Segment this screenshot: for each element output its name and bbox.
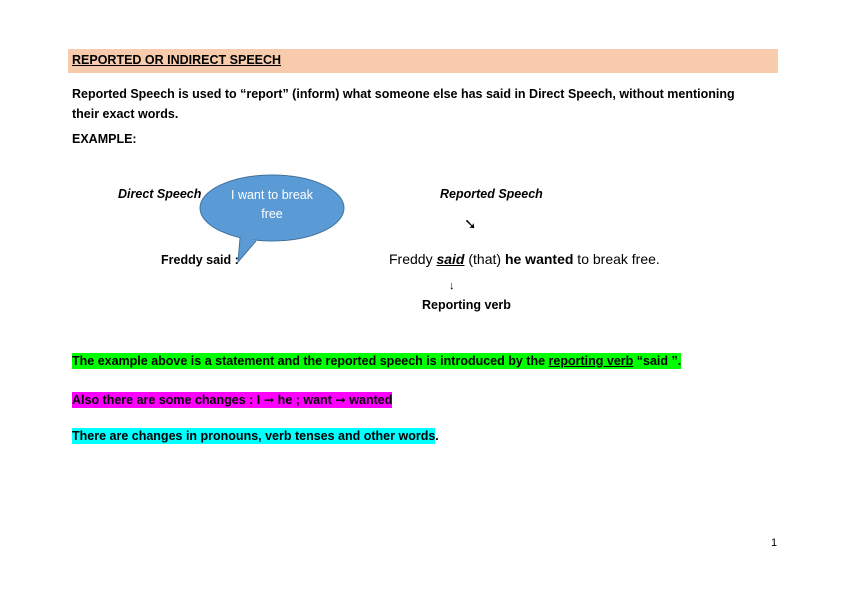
intro-paragraph: Reported Speech is used to “report” (inform) what someone else has said in Direct Speech, without mentioning their exact words. [72, 87, 735, 121]
speaker-label: Freddy said : [161, 253, 239, 267]
small-arrow-down-icon: ↓ [449, 280, 455, 292]
note1-suffix: “said ”. [633, 354, 682, 368]
note3-end: . [435, 429, 439, 443]
reported-said: said [436, 251, 465, 267]
note1-underlined: reporting verb [548, 354, 634, 368]
arrow-down-icon: ➘ [464, 216, 477, 233]
direct-speech-label: Direct Speech [118, 187, 202, 201]
note-line-cyan [72, 427, 439, 445]
reported-part-3: to break free. [573, 251, 660, 267]
note-line-magenta [72, 391, 392, 409]
example-label: EXAMPLE: [72, 132, 137, 146]
note3-text: There are changes in pronouns, verb tenses and other words [72, 429, 436, 443]
page-title: REPORTED OR INDIRECT SPEECH [72, 53, 282, 67]
reported-speech-label: Reported Speech [440, 187, 543, 201]
reporting-verb-label: Reporting verb [422, 298, 511, 312]
speech-bubble-text: I want to break free [231, 188, 313, 221]
reported-part-2: (that) [464, 251, 505, 267]
reported-part-1: Freddy [389, 251, 437, 267]
reported-sentence [389, 251, 660, 267]
note2-text: Also there are some changes : I ➞ he ; want ➞ wanted [72, 393, 393, 407]
reported-he-wanted: he wanted [504, 251, 574, 267]
note-line-green [72, 352, 681, 370]
note1-prefix: The example above is a statement and the reported speech is introduced by the [72, 354, 549, 368]
page-number: 1 [771, 537, 778, 549]
